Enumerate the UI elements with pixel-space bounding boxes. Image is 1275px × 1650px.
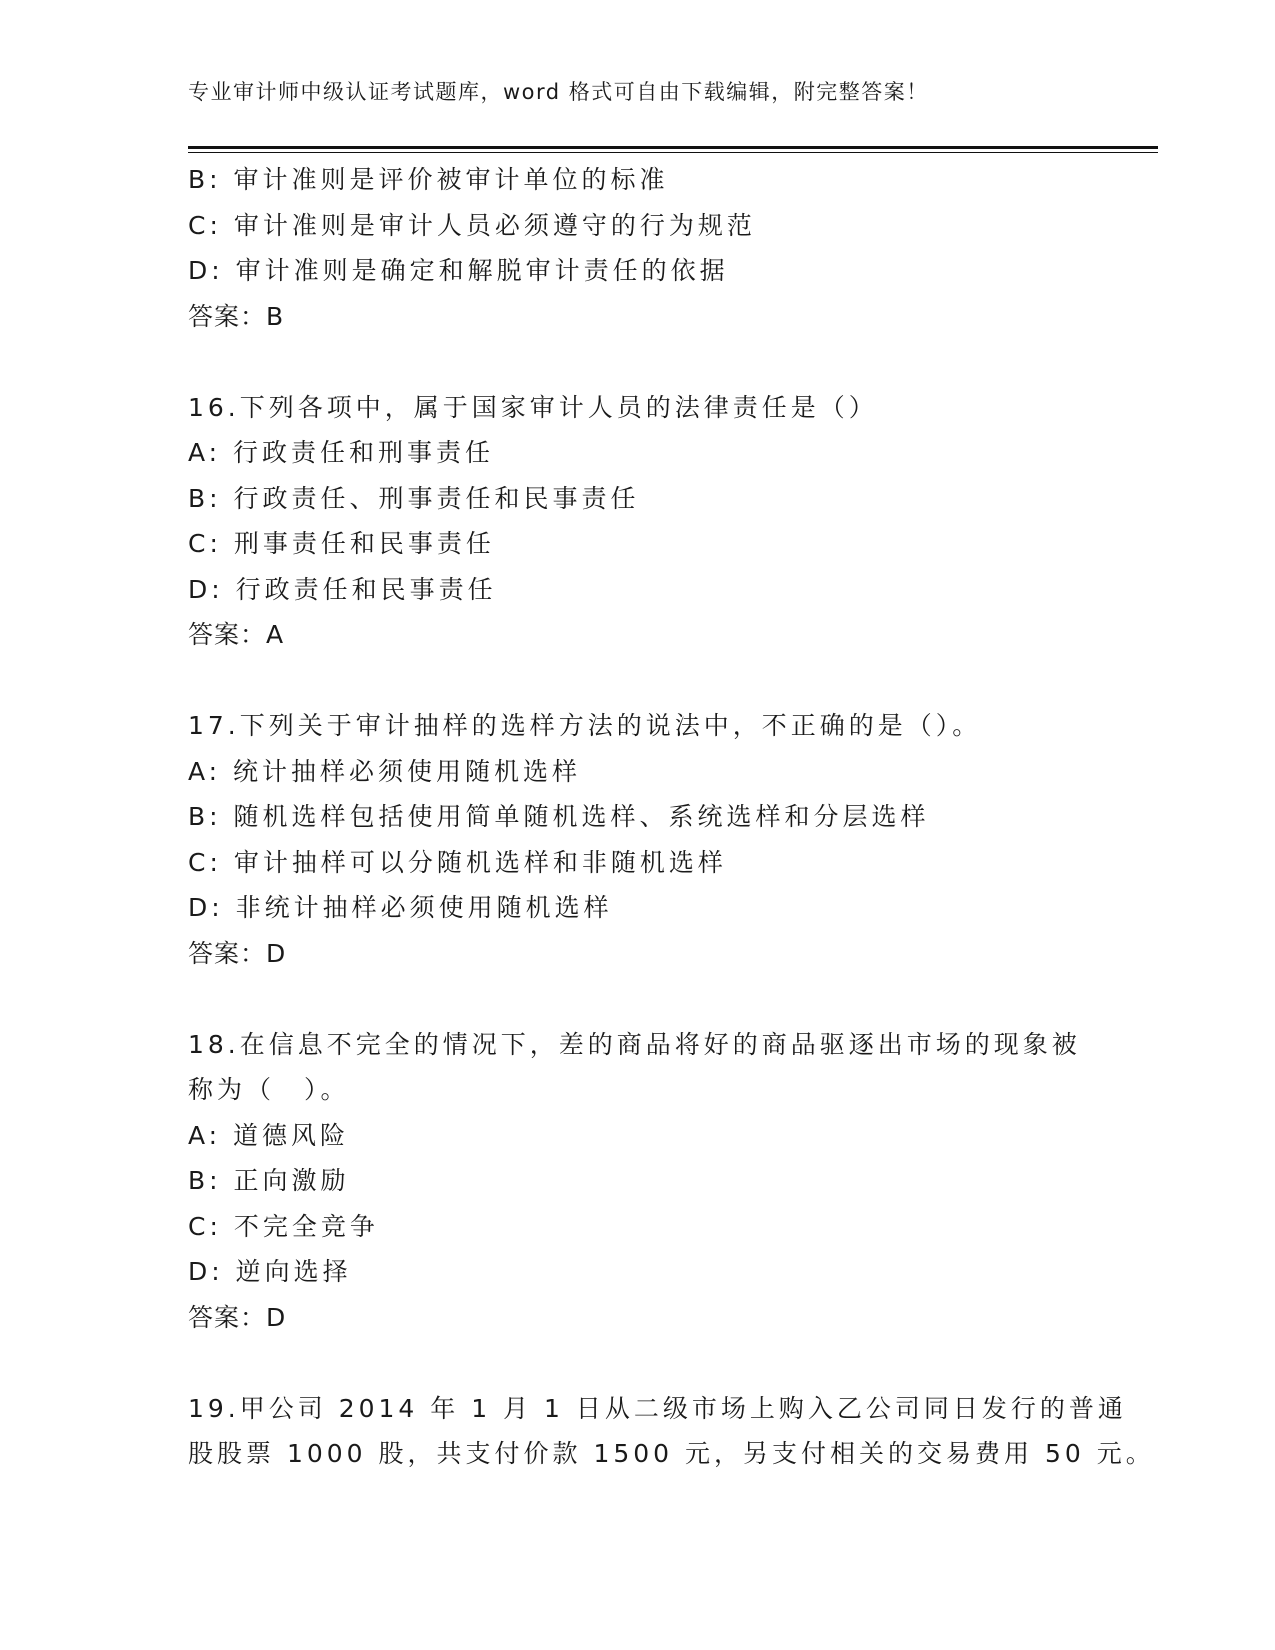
option-c: C: 审计抽样可以分随机选样和非随机选样 [188,847,727,877]
question-text: 16.下列各项中，属于国家审计人员的法律责任是（） [188,392,878,422]
question-16 [188,385,1108,658]
option-c: C: 刑事责任和民事责任 [188,529,495,558]
option-d: D: 行政责任和民事责任 [188,574,497,604]
answer: 答案：A [188,620,285,649]
question-15-tail [188,157,1108,339]
option-b: B: 审计准则是评价被审计单位的标准 [188,165,669,194]
spacer [188,976,1108,1022]
question-text-line-1: 18.在信息不完全的情况下，差的商品将好的商品驱逐出市场的现象被 [188,1029,1081,1059]
spacer [188,658,1108,704]
question-text-line-2: 称为（ ）。 [188,1075,350,1104]
header-title: 专业审计师中级认证考试题库，word 格式可自由下载编辑，附完整答案！ [188,80,929,104]
option-d: D: 逆向选择 [188,1257,352,1286]
question-19 [188,1386,1155,1477]
document-body [188,157,1155,1477]
option-c: C: 不完全竞争 [188,1211,379,1241]
option-d: D: 非统计抽样必须使用随机选样 [188,893,613,922]
option-b: B: 随机选样包括使用简单随机选样、系统选样和分层选样 [188,802,930,831]
question-18 [188,1022,1108,1341]
option-b: B: 行政责任、刑事责任和民事责任 [188,483,640,513]
question-text: 17.下列关于审计抽样的选样方法的说法中，不正确的是（）。 [188,711,982,740]
option-b: B: 正向激励 [188,1166,350,1195]
option-c: C: 审计准则是审计人员必须遵守的行为规范 [188,210,756,240]
header-rule-thin [188,152,1158,153]
option-a: A: 统计抽样必须使用随机选样 [188,756,582,786]
spacer [188,339,1108,385]
option-a: A: 道德风险 [188,1120,350,1150]
question-text-line-2: 股股票 1000 股，共支付价款 1500 元，另支付相关的交易费用 50 元。 [188,1439,1155,1468]
option-d: D: 审计准则是确定和解脱审计责任的依据 [188,256,729,285]
question-text-line-1: 19.甲公司 2014 年 1 月 1 日从二级市场上购入乙公司同日发行的普通 [188,1393,1127,1423]
spacer [188,1340,1108,1386]
header-rule-thick [188,146,1158,149]
answer: 答案：D [188,938,287,968]
answer: 答案：B [188,301,285,331]
answer: 答案：D [188,1302,287,1332]
question-17 [188,703,1108,976]
option-a: A: 行政责任和刑事责任 [188,438,495,467]
